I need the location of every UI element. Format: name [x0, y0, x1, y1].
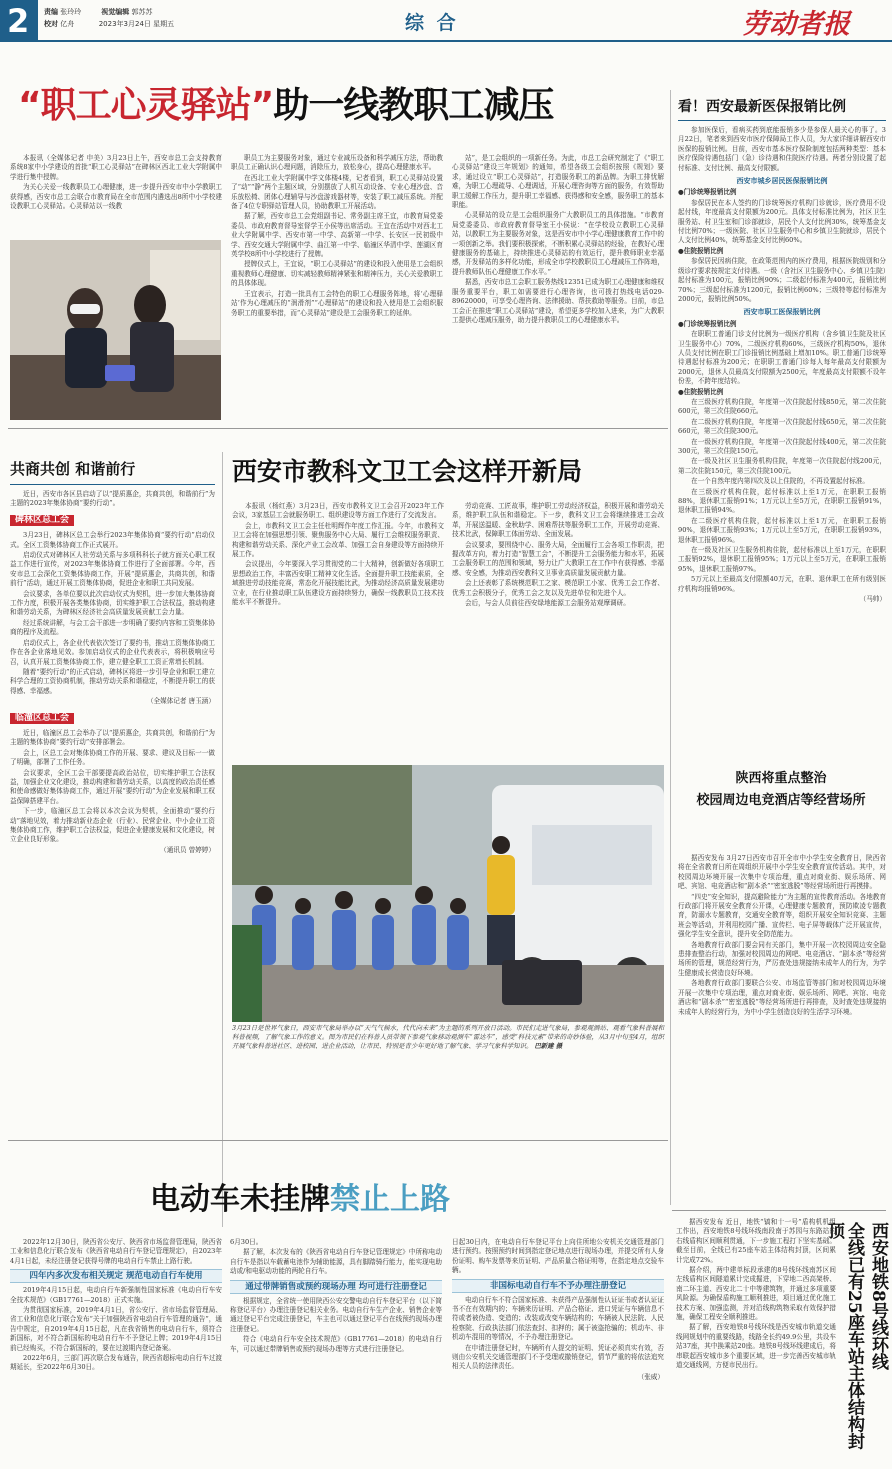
editor-info [44, 6, 254, 36]
hotel-headline-1: 陕西将重点整治 [735, 771, 827, 786]
kids-photo-illustration [232, 765, 664, 1022]
station-photo-illustration [10, 240, 221, 420]
union-col1-p0: 本报讯（杨红燕）3月23日，西安市教科文卫工会召开2023年工作会议，3家基层工会就服务职工、组织建设等方面工作进行了交流发言。 [232, 502, 444, 520]
sidebar-p2-1: 会上，区总工会对集体协商工作的开展、要求、建议及目标一一做了明确，部署了工作任务。 [10, 748, 215, 767]
station-col3 [452, 154, 664, 422]
sidebar-body [10, 490, 215, 1228]
union-col1-p1: 会上，市教科文卫工会主任杜明辉作年度工作汇报。今年，市教科文卫工会将在加强思想引领、聚焦服务中心大局、履行工会维权服务职责、构建和谐劳动关系、深化产业工会改革、加强工会自身建设等方面持续开展工作。 [232, 521, 444, 559]
metro-headline-sub: 西安地铁8号线环线 [868, 1222, 888, 1370]
ev-c2b-0: 根据规定，全省统一使用陕西公安交警电动自行车登记平台（以下简称登记平台）办理注册登记相关业务。电动自行车生产企业、销售企业等通过登记平台完成注册登记，车主也可以通过登记平台在线预约现场办理注册登记。 [230, 1296, 442, 1333]
hotel-p0: 据西安发布 3月27日西安市召开全市中小学生安全教育日，陕西省将在全省教育日所在周组织开展中小学生安全教育宣传活动。其中，对校园周边环境开展一次集中专项治理，重点对商业街、娱乐场所、网吧、宾馆、电竞酒店和“剧本杀”“密室逃脱”等经营场所进行再摸排。 [678, 854, 886, 891]
ev-c3b-1: 在申请注册登记时，车辆所有人提交的证明、凭证必须真实有效，否则由公安机关交通管理部门不予受理或撤销登记，情节严重的将依法追究相关人员的法律责任。 [452, 1343, 664, 1371]
station-headline [18, 80, 658, 136]
insurance-s2-1: 在职职工普通门诊支付比例为一级医疗机构（含乡镇卫生院及社区卫生服务中心）70%，二级医疗机构60%，三级医疗机构50%，退休人员支付比例在职工门诊报销比例基础上增加10%。职工普通门诊统筹待遇起付标准为200元；在职职工普通门诊每人每年最高支付限额为2000元，退休人员最高支付限额为2500元，年度最高支付限额不设年份差，不跨年度结转。 [678, 330, 886, 386]
bottom-rule-right [672, 1210, 886, 1211]
ev-c2-0: 6月30日。 [230, 1238, 263, 1246]
header-rule [0, 40, 892, 42]
ev-col2 [230, 1238, 442, 1466]
sidebar-label-lintong: 临潼区总工会 [10, 713, 74, 724]
insurance-s2-10: 在一级及社区卫生服务机构住院，起付标准以上至1万元，在职职工报销92%，退休职工报销95%；1万元以上至5万元，在职职工报销95%，退休职工报销97%。 [678, 546, 886, 573]
station-col2-p3: 授牌仪式上，王宜说，“职工心灵驿站”的建设和投入使用是工会组织重视教师心理健康、切实减轻教师精神紧张和精神压力，关心关爱教职工的具体体现。 [231, 260, 443, 288]
insurance-s2-5: 在一级医疗机构住院，年度第一次住院起付线400元，第二次住院300元，第三次住院150元。 [678, 437, 886, 455]
union-col2-p1: 会议要求，要围绕中心、服务大局，全面履行工会各项工作职责，把握改革方向，着力打造“智慧工会”，不断提升工会服务能力和水平，拓展工会服务职工的范围和领域，努力让广大教职工在工作中有获得感、幸福感、安全感，为推动西安教科文卫事业高质量发展贡献力量。 [452, 540, 664, 577]
station-photo [10, 240, 221, 420]
union-headline: 西安市教科文卫工会这样开新局 [232, 457, 583, 486]
insurance-s1-0: ●门诊统筹报销比例 [678, 188, 737, 197]
insurance-intro: 参加医保后，看病买药到底能报销多少是参保人最关心的事了。3月22日，笔者来到西安市医疗保障局工作人员，为大家详细讲解西安市医保的报销比例。目前，西安市基本医疗保险制度包括两种类型：基本医疗保险待遇包括门（急）诊待遇和住院医疗待遇。两者分别设置了起付标准、支付比例、最高支付限额。 [678, 126, 886, 172]
sidebar-p1-1: 启动仪式对碑林区人社劳动关系与多项科科长子就方面关心职工权益工作进行宣传，对2023年集体协商工作进行了全面部署。今年，西安市总工会深化工资集体协商工作，开展“提质惠企，共商共创，和谐前行”活动，通过开展工资集体协商，促进企业和职工共同发展。 [10, 551, 215, 588]
ev-c3-0: 日起30日内，在电动自行车登记平台上向住所地公安机关交通管理部门进行预约。按照预约时间到指定登记地点进行现场办理，并提交所有人身份证明、购车发票等来历证明、产品质量合格证明等，在指定地点交验车辆。 [452, 1238, 664, 1275]
ev-headline [150, 1178, 550, 1222]
sidebar-intro: 近日，西安市各区县启动了以“提质惠企，共商共创，和谐前行”为主题的2023年集体协商“要约行动”。 [10, 490, 215, 508]
proofreader-label: 校对 [44, 20, 58, 28]
visual-editor-name: 郭苏苏 [131, 8, 153, 16]
station-col2 [231, 154, 443, 422]
ev-c1-2: 2022年6月，三部门再次联合发布通告，陕西省超标电动自行车过渡期延长，至2022年6月30日。 [10, 1354, 223, 1372]
sidebar-p1-2: 会议要求，各单位要以此次启动仪式为契机，进一步加大集体协商工作力度，积极开展各类集体协商，切实维护职工合法权益，推动构建和谐劳动关系，为碑林区经济社会高质量发展贡献工会力量。 [10, 589, 215, 617]
sidebar-p1-5: 随着“要约行动”的正式启动，碑林区将进一步引导企业和职工建立科学合理的工资协商机制，推动劳动关系和谐稳定，不断提升职工的获得感、幸福感。 [10, 667, 215, 695]
section-title: 综 合 [405, 12, 459, 34]
union-col1-p2: 会议提出，今年要深入学习贯彻党的二十大精神，创新做好各项职工思想政治工作，丰富西安职工精神文化生活。全面提升职工技能素质，全域推进劳动技能竞赛，常态化开展技能比武，为推动经济高质量发展建功立业，在行业推动职工队伍建设方面持续努力，确保一线教职员工技术技能水平不断提升。 [232, 560, 444, 607]
kids-caption-byline: 巴新建 摄 [534, 1042, 563, 1050]
kids-caption-text: 3月23日是世界气象日，西安市气象局举办以“天气气候水，代代向未来”为主题的系列开放日活动。市民们走进气象局，参观观测站、观看气象科普展和科普视频，了解气象工作的意义。图为市民们在科普人员带领下参观气象移动观测车“雷达车”，感受“科技元素”带来的奇妙体验，从3月中旬至4月，组织开展气象科普进社区、进校园、进企业活动，让市民、特别是青少年更好地了解气象、学习气象科学知识。 [232, 1024, 664, 1050]
ev-c1-1: 为贯彻国家标准，2019年4月1日，省公安厅、省市场监督管理局、省工业和信息化厅联合发布“关于加强陕西省电动自行车管理的通告”，通告中规定，自2019年4月15日起，凡在我省销售的电动自行车，须符合新国标，对不符合新国标的电动自行车不予登记上牌；2019年4月15日前已经购买，不符合新国标的，要在过渡期内登记备案。 [10, 1306, 222, 1352]
sidebar-p1-4: 启动仪式上，各企业代表依次签订了要约书，推动工资集体协商工作在各企业落地见效。参加启动仪式的企业代表表示，将积极响应号召，认真开展工资集体协商工作，建立健全职工工资正常增长机制。 [10, 638, 215, 666]
issue-date: 2023年3月24日 星期五 [98, 20, 175, 28]
vertical-rule-right [670, 90, 671, 1205]
station-col2-p0: 职员工为主要服务对象，通过专业减压设备和科学减压方法，帮助教职员工正确认识心理问题，消除压力，放松身心，提高心理健康水平。 [231, 154, 443, 172]
ev-sub1: 四年内多次发布相关规定 规范电动自行车使用 [10, 1269, 222, 1283]
insurance-s2-11: 5万元以上至最高支付限额40万元，在职、退休职工在所有级别医疗机构均报销96%。 [678, 575, 886, 593]
kids-caption [232, 1024, 664, 1064]
union-col2-p0: 劳动竞赛、工匠故事，维护职工劳动经济权益，积极开展和谐劳动关系，维护职工队伍和谐稳定。下一步，教科文卫工会将继续推进工会改革，开展送温暖、金秋助学、困难帮扶等服务职工工作，开展劳动竞赛、技术比武，保障职工体面劳动、全面发展。 [452, 502, 664, 539]
kids-photo [232, 765, 664, 1022]
ev-byline: （张威） [637, 1372, 664, 1381]
metro-headline-main: 全线已有25座车站主体结构封顶 [824, 1222, 864, 1450]
ev-sub3: 非国标电动自行车不予办理注册登记 [452, 1279, 664, 1293]
bottom-rule [8, 1140, 668, 1141]
insurance-s2-0: ●门诊统筹报销比例 [678, 319, 737, 328]
ev-c2b-1: 符合《电动自行车安全技术规范》（GB17761—2018）的电动自行车，可以通过带牌销售或预约现场办理等方式进行注册登记。 [230, 1335, 442, 1353]
mid-rule [8, 428, 668, 429]
insurance-s2-9: 在二级医疗机构住院，起付标准以上至1万元，在职职工报销90%，退休职工报销93%；1万元以上至5万元，在职职工报销93%，退休职工报销96%。 [678, 516, 886, 544]
hotel-p3: 各地教育行政部门要联合公安、市场监管等部门和对校园周边环境开展一次集中专项治理，重点对商业街、娱乐场所、网吧、宾馆、电竞酒店和“剧本杀”“密室逃脱”等经营场所进行再排查，及时查处违规接纳未成年人的经营行为，为中小学生创造良好的生活学习环境。 [678, 979, 886, 1016]
metro-body [676, 1218, 836, 1466]
insurance-s2-8: 在三级医疗机构住院，起付标准以上至1万元，在职职工报销88%，退休职工报销91%；1万元以上至5万元，在职职工报销91%，退休职工报销94%。 [678, 487, 886, 515]
ev-headline-part1: 电动车未挂牌 [150, 1182, 330, 1217]
union-col2-p3: 会后，与会人员前往西安绿地能源工会服务站观摩调研。 [465, 599, 630, 608]
station-col3-p2: 据悉，西安市总工会职工服务热线12351已成为职工心理健康和维权服务重要平台，职工如需要进行心理咨询，也可拨打热线电话029-89620000，可享受心理咨询、法律援助、帮扶救助等服务。目前，市总工会正在推进“职工心灵驿站”建设，希望更多学校加入进来，为广大教职工提供心理减压服务，助力提升教职员工的心理健康水平。 [452, 278, 665, 324]
insurance-s2-2: ●住院报销比例 [678, 387, 724, 396]
union-col2 [452, 502, 664, 752]
hotel-p1: “四史”安全知识，提高避险能力”为主题的宣传教育活动。各地教育行政部门将开展安全教育公开课，心理健康专题教育，预防欺凌专题教育，防溺水专题教育，交通安全教育等，组织开展安全知识竞赛、主题班会等活动，并利用校园广播、宣传栏、电子屏等载体广泛开展宣传，强化学生安全意识，提升安全防范能力。 [678, 892, 886, 939]
ev-headline-part2: 禁止上路 [330, 1182, 450, 1217]
editor-label: 责编 [44, 8, 58, 16]
union-col1 [232, 502, 444, 752]
ev-c2-1: 据了解，本次发布的《陕西省电动自行车登记管理规定》中所称电动自行车是指以车载蓄电池作为辅助能源，具有脚踏骑行能力，能实现电助动或/和电驱动功能的两轮自行车。 [230, 1248, 442, 1276]
station-col2-p2: 据了解，西安市总工会党组副书记、常务副主席王宜，市教育局党委委员、市政府教育督导室督学王小侯等出席活动。王宜在活动中对西北工业大学附属中学、西安市第一中学、高新第一中学、长安区一民初级中学、西安交通大学附属中学、曲江第一中学、临潼区华清中学、莲湖区育英学校8所中小学校进行了授牌。 [231, 212, 443, 259]
insurance-s1-1: 参保居民在本人签约的门诊统筹医疗机构门诊就诊，医疗费用不设起付线，年度最高支付限额为200元。具体支付标准比例为，社区卫生服务站、村卫生室和门诊部就诊，居民个人支付比例30%，统筹基金支付比例70%；一级医院、社区卫生服务中心和乡镇卫生院就诊，居民个人支付比例40%，统筹基金支付比例60%。 [678, 198, 886, 245]
metro-p1: 据介绍，两中建单标段承建的8号线环线南苏区间左线盾构区间隧道累计完成掘进，下穿地二西高架桥、南二环主道、西安北二十中等建筑物，并通过多项重要风险源。为确保盾构施工顺利推进，项目通过优化施工技术方案、加强监测，并对沿线构筑物采取有效保护措施，确保工程安全顺利推进。 [676, 1266, 836, 1322]
insurance-headline: 看！西安最新医保报销比例 [678, 99, 846, 115]
sidebar-label1-wrap [10, 515, 215, 526]
insurance-s2-6: 在一级及社区卫生服务机构住院，年度第一次住院起付线200元，第二次住院150元，第三次住院100元。 [678, 457, 886, 475]
ev-intro: 2022年12月30日，陕西省公安厅、陕西省市场监督管理局，陕西省工业和信息化厅联合发布《陕西省电动自行车登记管理规定》，自2023年4月1日起，未经注册登记获得号牌的电动自行车禁止上路行驶。 [10, 1238, 222, 1265]
page-number: 2 [7, 2, 30, 40]
ev-c1-0: 2019年4月15日起，电动自行车新强制性国家标准《电动自行车安全技术规范》（GB17761—2018）正式实施。 [10, 1286, 222, 1304]
station-col1-p0: 本报讯（全媒体记者 申美）3月23日上午，西安市总工会支持教育系统8家中小学建设的首批“职工心灵驿站”在碑林区西北工业大学附属中学进行集中授牌。 [10, 154, 222, 181]
insurance-s2-4: 在二级医疗机构住院，年度第一次住院起付线650元，第二次住院660元，第三次住院300元。 [678, 417, 886, 436]
station-headline-quote: “职工心灵驿站” [18, 85, 274, 126]
hotel-body [678, 854, 886, 1209]
metro-p0: 据西安发布 近日，地铁“镐和十一号”盾构机机组工作出，西安地铁8号线环线南段南于苏园与东路站的右线盾构区间顺利贯通，下一步施工程打下坚实基础。截至目前，全线已有25座车站主体结构封顶，区间累计完成72%。 [676, 1218, 836, 1264]
sidebar-p1-0: 3月23日，碑林区总工会举行2023年集体协商“要约行动”启动仪式。全区工资集体协商工作正式展开。 [10, 531, 215, 549]
insurance-s2-3: 在三级医疗机构住院，年度第一次住院起付线850元，第二次住院600元，第三次住院660元。 [678, 397, 886, 416]
ev-col3 [452, 1238, 664, 1466]
insurance-headline-rule [678, 120, 886, 121]
visual-editor-label: 视觉编辑 [101, 8, 130, 16]
ev-sub2: 通过带牌销售或预约现场办理 均可进行注册登记 [230, 1280, 442, 1294]
station-col2-p4: 王宜表示，打造一批具有工会特色的职工心理服务阵地，将‘心理驿站’作为心理减压的“润滑剂”“心理驿站”的建设和投入使用是工会组织服务职工的重要举措，而“心灵驿站”建设是工会服务职工的延伸。 [231, 289, 443, 317]
insurance-sub1: 西安市城乡居民医保报销比例 [736, 176, 828, 186]
station-col1-p1: 为关心关爱一线教职员工心理健康，进一步提升西安市中小学教职工获得感，西安市总工会联合市教育局在全市范围内遴选出8所中小学校建设教职工心灵驿站。心灵驿站以一线教 [10, 183, 222, 211]
proofreader-name: 亿舟 [60, 20, 75, 28]
ev-c3b-0: 电动自行车不符合国家标准、未获得产品强制性认证证书或者认证证书不在有效期内的；车辆来历证明、产品合格证、进口凭证与车辆信息不符或者被伪造、变造的；改装或改变车辆结构的；车辆被人民法院、人民检察院、行政执法部门依法查封、扣押的；属于被盗抢骗的；机动车、非机动车混用的等情况，不予办理注册登记。 [452, 1295, 664, 1342]
station-col3-p1: 心灵驿站的设立是工会组织服务广大教职员工的具体措施。“市教育局党委委员、市政府教育督导室王小侯说：“在学校设立教职工心灵驿站，以教职工为主要服务对象，这是西安市中小学心理健康教育工作中的一项创新之举。我们要积极探索，不断积累心灵驿站的经验，在教好心理健康服务的基础上，持续推进心灵驿站的有效运行，提升教师职业幸福感，开发驿站的多样化功能，形成全市学校教职员工心理减压工作阵地，提升教师队伍心理健康工作水平。” [452, 211, 664, 276]
hotel-p2: 各地教育行政部门要会同有关部门，集中开展一次校园周边安全隐患排查整治行动，加强对校园周边的网吧、电竞酒店、“剧本杀”等经营场所的管理，规范经营行为，严厉查处违规接纳未成年人的行为，为学生健康成长营造良好环境。 [678, 940, 886, 977]
sidebar-p2-3: 下一步，临潼区总工会将以本次会议为契机，全面推动“要约行动”落地见效，着力推动新业态企业（行业）、民营企业、中小企业工资集体协商工作，维护职工合法权益，促进企业健康发展和文化建设，树立企业良好形象。 [10, 807, 215, 844]
ev-col1 [10, 1238, 222, 1466]
union-col2-p2: 会上还表彰了系统模范职工之家、模范职工小家、优秀工会工作者、优秀工会积极分子，优秀工会之友以及先进单位和先进个人。 [452, 579, 664, 597]
station-col2-p1: 在西北工业大学附属中学文体楼4楼，记者看到，职工心灵驿站设置了“动”“静”两个主题区域，分别摆放了人机互动设备、专业心理沙盘、音乐放松椅、团体心理辅导与沙盘游戏器材等，安装了职工减压系统。并配备了4位专职驿站管理人员，协助教职工开展活动。 [231, 173, 443, 211]
insurance-s1-2: ●住院报销比例 [678, 246, 724, 255]
sidebar-label-beilin: 碑林区总工会 [10, 515, 74, 526]
sidebar-byline2: （通讯员 曾婷婷） [160, 845, 215, 854]
insurance-byline: （马帅） [859, 595, 886, 604]
hotel-headline [675, 768, 887, 816]
hotel-headline-2: 校园周边电竞酒店等经营场所 [696, 793, 866, 808]
sidebar-byline1: （全媒体记者 唐玉涵） [146, 697, 215, 706]
insurance-s1-3: 参保居民因病住院，在政策范围内的医疗费用，根据医院级别和分级诊疗要求按规定支付待遇。一级（含社区卫生服务中心、乡镇卫生院）起付标准为100元，报销比例90%；二级起付标准为400元，报销比例70%；三级起付标准为1200元，报销比例60%；三级特等起付标准为2000元，报销比例50%。 [678, 257, 886, 303]
insurance-s2-7: 在一个自然年度内第四次及以上住院的，不再设置起付标准。 [691, 477, 870, 486]
editor-name: 张玲玲 [60, 8, 82, 16]
station-col3-p0: 站”，是工会组织的一项新任务。为此，市总工会研究制定了《“职工心灵驿站”建设三年规划》的通知，希望各级工会组织按照《规划》要求，通过设立“职工心灵驿站”，打造服务职工的新品牌。为职工排忧解难，为职工心理疏导、心理调适，开展心理咨询等方面的服务，有效帮助职工缓解工作压力，提升职工幸福感、获得感和安全感，服务职工的基本职能。 [452, 154, 664, 210]
masthead: 劳动者报 [742, 9, 850, 40]
page-number-block [0, 0, 38, 40]
sidebar-p1-3: 经过系统讲解，与会工会干部进一步明确了要约内容和工资集体协商的程序及流程。 [10, 618, 215, 637]
metro-p2: 据了解，西安地铁8号线环线是西安城市轨道交通线网规划中的重要线路，线路全长约49.9公里，共设车站37座，其中换乘站20座。地铁8号线环线建成后，将串联起西安城市多个重要区域，进一步完善西安城市轨道交通线网，方便市民出行。 [676, 1323, 836, 1370]
vertical-rule-left [222, 452, 223, 1227]
sidebar-headline-rule [10, 484, 215, 485]
sidebar-label2-wrap [10, 713, 215, 724]
sidebar-p2-2: 会议要求，全区工会干部要提高政治站位，切实维护职工合法权益，加强企业文化建设，推动构建和谐劳动关系，以高度的政治责任感和使命感做好集体协商工作，通过开展“要约行动”为企业发展和职工权益保障搭建平台。 [10, 768, 215, 805]
sidebar-p2-0: 近日，临潼区总工会举办了以“提质惠企，共商共创，和谐前行”为主题的集体协商“要约行动”安排部署会。 [10, 728, 215, 747]
insurance-sub2: 西安市职工医保报销比例 [743, 307, 821, 317]
sidebar-headline: 共商共创 和谐前行 [10, 460, 136, 478]
station-headline-rest: 助一线教职工减压 [273, 85, 554, 126]
station-col1 [10, 154, 222, 238]
